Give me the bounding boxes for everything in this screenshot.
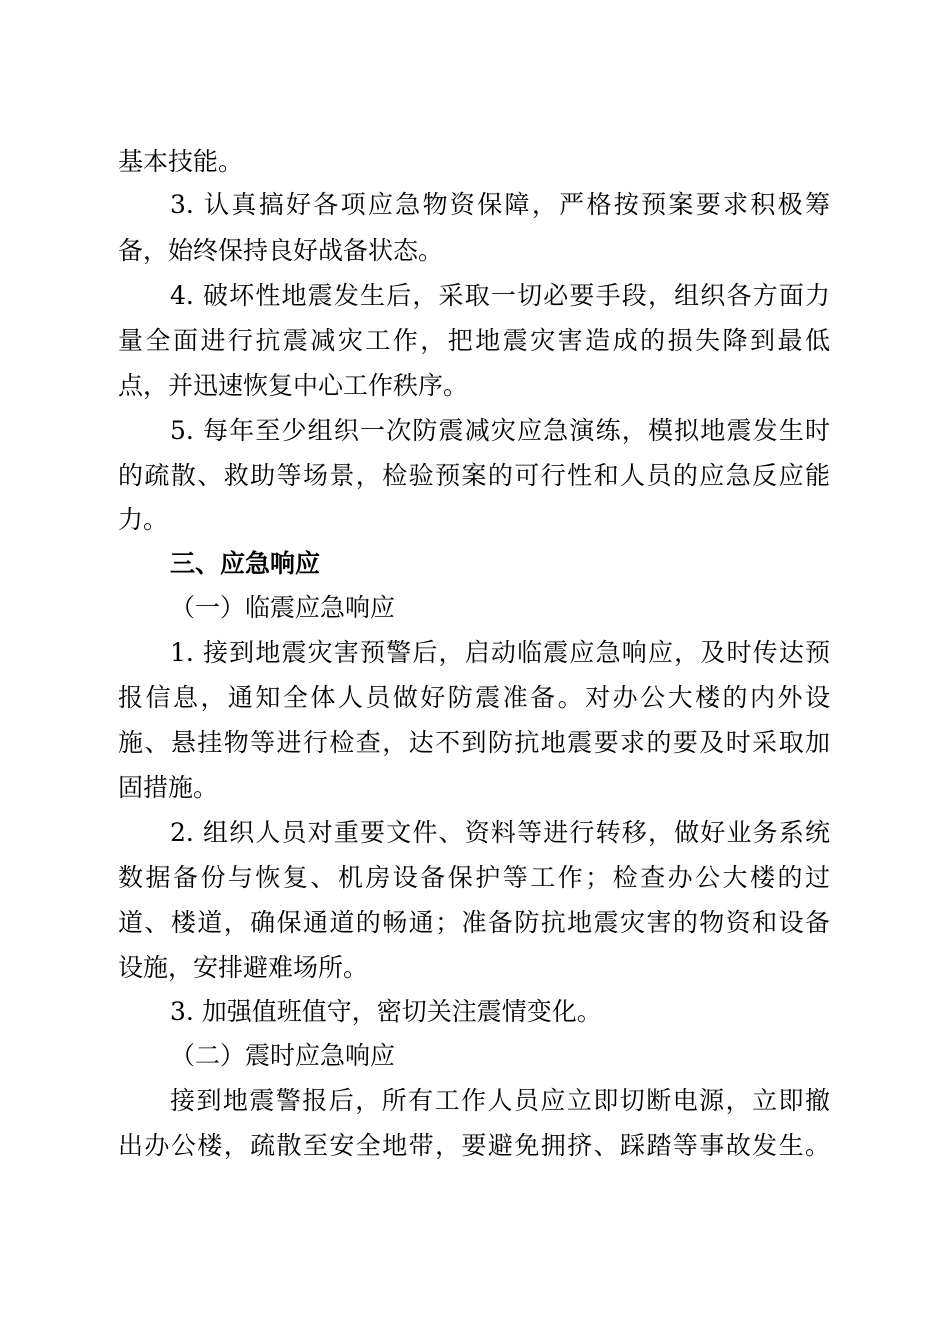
subsection-heading: （一）临震应急响应 [170,593,396,622]
paragraph-line: 备，始终保持良好战备状态。 [118,236,444,265]
paragraph-line: 道、楼道，确保通道的畅通；准备防抗地震灾害的物资和设备 [118,908,830,937]
paragraph-line: 3. 认真搞好各项应急物资保障，严格按预案要求积极筹 [170,190,830,219]
paragraph-line: 的疏散、救助等场景，检验预案的可行性和人员的应急反应能 [118,461,830,490]
paragraph-line: 3. 加强值班值守，密切关注震情变化。 [170,997,602,1026]
paragraph-line: 点，并迅速恢复中心工作秩序。 [118,371,469,400]
paragraph-line: 5. 每年至少组织一次防震减灾应急演练，模拟地震发生时 [170,416,830,445]
paragraph-line: 力。 [118,505,169,534]
section-heading: 三、应急响应 [170,549,321,578]
paragraph-line: 1. 接到地震灾害预警后，启动临震应急响应，及时传达预 [170,638,830,667]
paragraph-line: 基本技能。 [118,147,244,176]
subsection-heading: （二）震时应急响应 [170,1041,396,1070]
paragraph-line: 2. 组织人员对重要文件、资料等进行转移，做好业务系统 [170,818,830,847]
paragraph-line: 固措施。 [118,773,219,802]
paragraph-line: 量全面进行抗震减灾工作，把地震灾害造成的损失降到最低 [118,326,830,355]
paragraph-line: 出办公楼，疏散至安全地带，要避免拥挤、踩踏等事故发生。 [118,1131,830,1160]
paragraph-line: 设施，安排避难场所。 [118,953,369,982]
paragraph-line: 4. 破坏性地震发生后，采取一切必要手段，组织各方面力 [170,281,830,310]
paragraph-line: 接到地震警报后，所有工作人员应立即切断电源，立即撤 [170,1086,830,1115]
paragraph-line: 报信息，通知全体人员做好防震准备。对办公大楼的内外设 [118,683,830,712]
paragraph-line: 数据备份与恢复、机房设备保护等工作；检查办公大楼的过 [118,863,830,892]
paragraph-line: 施、悬挂物等进行检查，达不到防抗地震要求的要及时采取加 [118,728,830,757]
